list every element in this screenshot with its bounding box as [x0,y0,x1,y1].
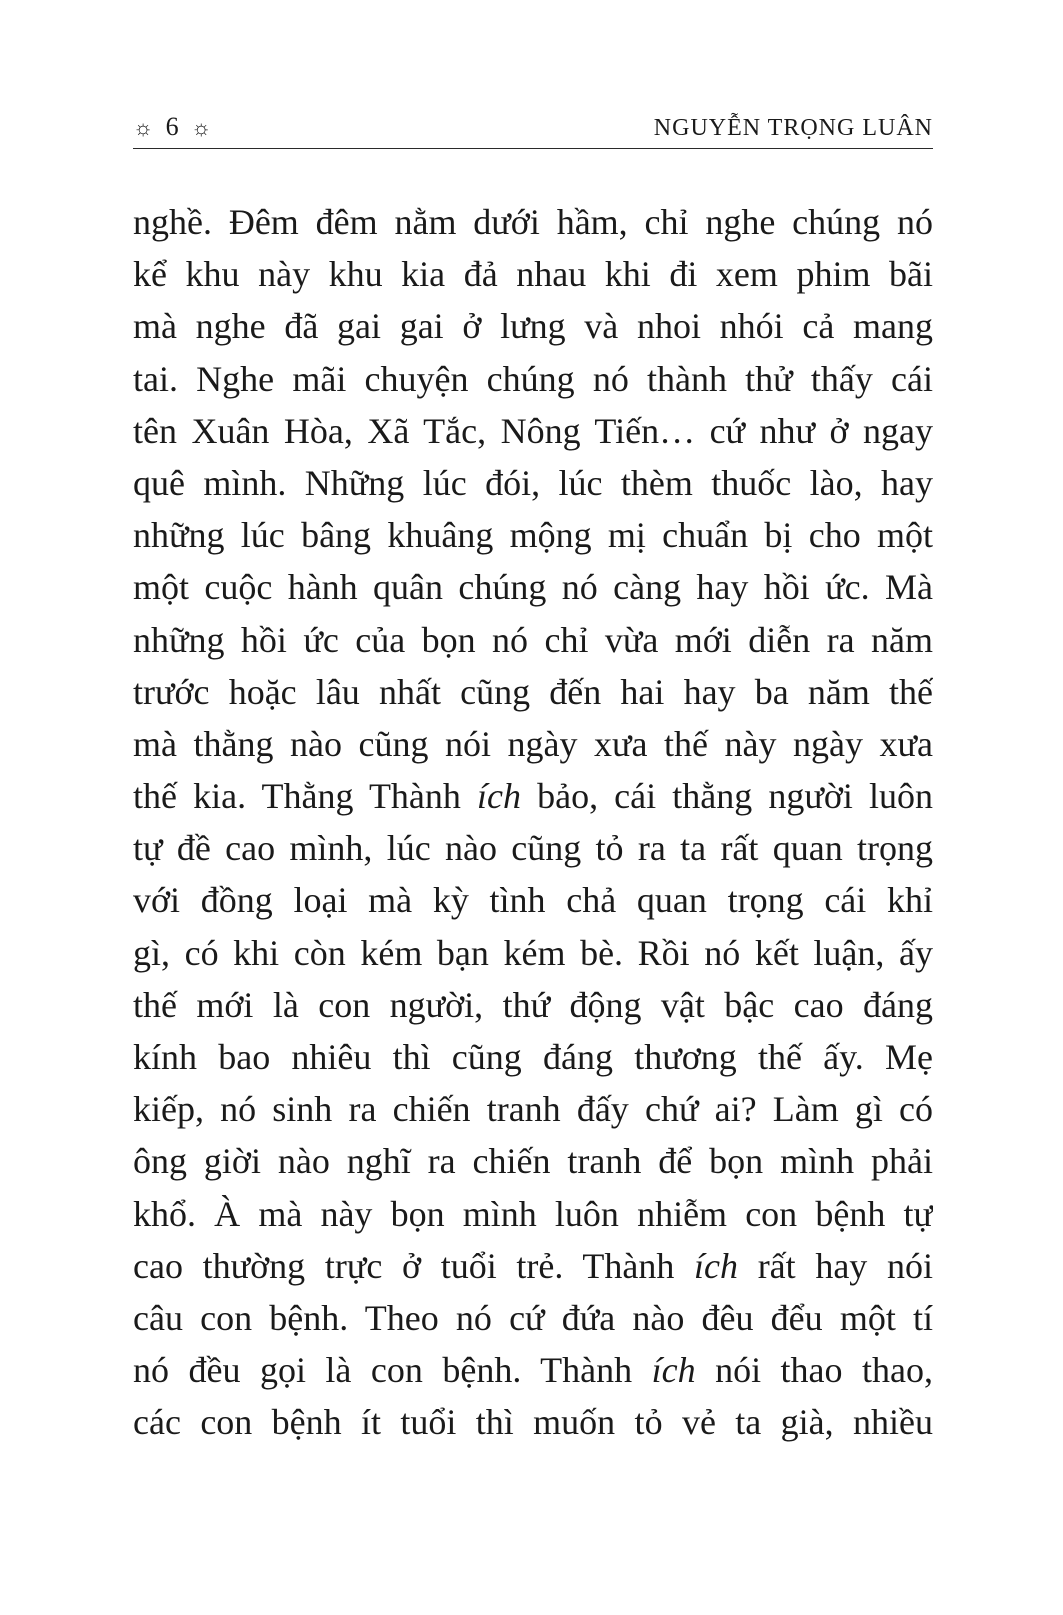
ornament-right-icon: ☼ [191,115,212,140]
text-segment: các con bệnh ít tuổi thì muốn tỏ vẻ ta già, nhiều [133,1402,933,1443]
ornament-left-icon: ☼ [133,115,154,140]
text-segment: câu con bệnh. Theo nó cứ đứa nào đêu đểu một tí [133,1297,933,1338]
text-line [133,666,933,718]
text-line [133,1292,933,1344]
text-line [133,874,933,926]
italic-word: ích [477,776,521,817]
text-segment: tai. Nghe mãi chuyện chúng nó thành thử thấy cái [133,358,933,399]
text-segment: những lúc bâng khuâng mộng mị chuẩn bị cho một [133,515,933,556]
text-line [133,1396,933,1446]
text-line [133,1344,933,1396]
italic-word: ích [651,1350,696,1391]
text-line [133,509,933,561]
text-segment: trước hoặc lâu nhất cũng đến hai hay ba năm thế [133,671,933,712]
text-segment: kính bao nhiêu thì cũng đáng thương thế ấy. Mẹ [133,1037,933,1077]
page-header [133,108,933,149]
running-head-author: NGUYỄN TRỌNG LUÂN [653,115,933,141]
text-segment: kiếp, nó sinh ra chiến tranh đấy chứ ai? Làm gì có [133,1089,933,1130]
text-line [133,1031,933,1083]
text-line [133,1240,933,1292]
text-segment: nghề. Đêm đêm nằm dưới hầm, chỉ nghe chúng nó [133,202,933,242]
text-line [133,770,933,822]
text-segment: bảo, cái thằng người luôn [521,776,933,817]
italic-word: ích [694,1245,739,1286]
text-line [133,1135,933,1187]
text-line [133,614,933,666]
text-segment: những hồi ức của bọn nó chỉ vừa mới diễn ra năm [133,619,933,660]
body-text [133,196,933,1446]
text-segment: rất hay nói [738,1245,933,1286]
text-line [133,979,933,1031]
text-line [133,822,933,874]
text-segment: một cuộc hành quân chúng nó càng hay hồi ức. Mà [133,567,933,608]
text-segment: nói thao thao, [695,1350,933,1391]
text-segment: tên Xuân Hòa, Xã Tắc, Nông Tiến… cứ như ở ngay [133,410,933,451]
text-line [133,196,933,248]
text-segment: tự đề cao mình, lúc nào cũng tỏ ra ta rất quan trọng [133,828,933,869]
text-segment: mà thằng nào cũng nói ngày xưa thế này ngày xưa [133,723,933,764]
text-segment: cao thường trực ở tuổi trẻ. Thành [133,1245,695,1286]
text-segment: mà nghe đã gai gai ở lưng và nhoi nhói cả mang [133,306,933,347]
text-line [133,927,933,979]
page-number-group [133,112,211,143]
text-segment: ông giời nào nghĩ ra chiến tranh để bọn mình phải [133,1141,933,1182]
text-line [133,718,933,770]
text-line [133,457,933,509]
text-segment: thế mới là con người, thứ động vật bậc cao đáng [133,984,933,1025]
text-segment: thế kia. Thằng Thành [133,776,478,817]
text-line [133,300,933,352]
text-segment: khổ. À mà này bọn mình luôn nhiễm con bệnh tự [133,1193,933,1234]
text-line [133,353,933,405]
text-segment: gì, có khi còn kém bạn kém bè. Rồi nó kết luận, ấy [133,932,933,973]
page-number: 6 [165,112,179,141]
text-segment: kể khu này khu kia đả nhau khi đi xem phim bãi [133,254,933,295]
text-line [133,248,933,300]
text-line [133,1188,933,1240]
text-segment: nó đều gọi là con bệnh. Thành [133,1350,652,1391]
text-segment: quê mình. Những lúc đói, lúc thèm thuốc lào, hay [133,462,933,503]
text-line [133,1083,933,1135]
text-line [133,405,933,457]
text-segment: với đồng loại mà kỳ tình chả quan trọng cái khỉ [133,880,933,921]
text-line [133,561,933,613]
